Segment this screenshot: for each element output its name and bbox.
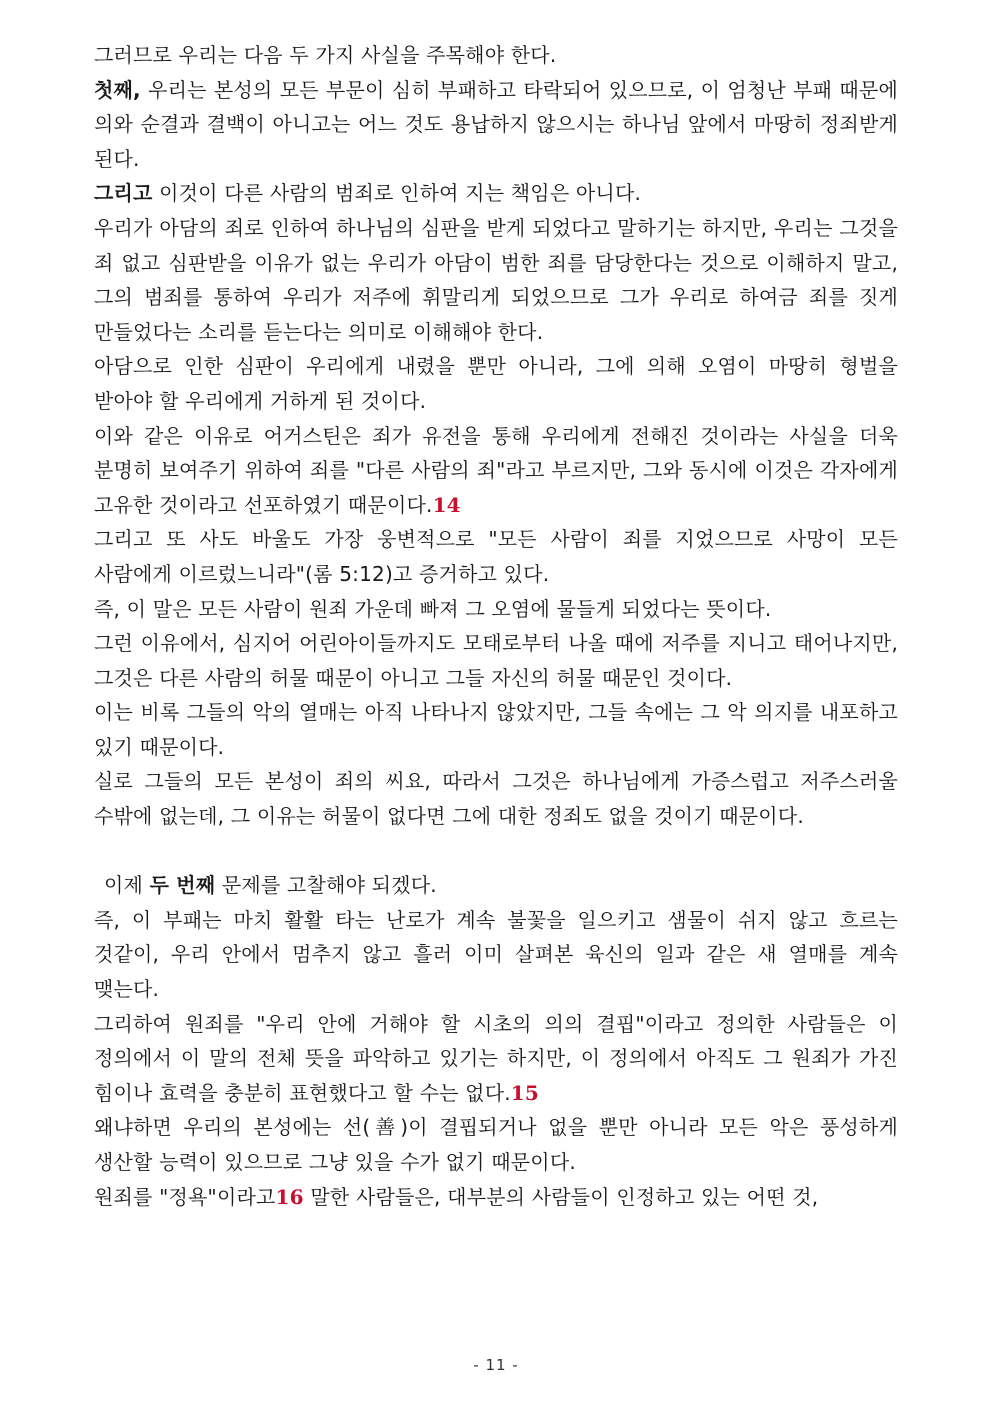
bold-lead: 두 번째 xyxy=(149,873,216,898)
paragraph-11 xyxy=(94,764,898,833)
paragraph-text: 즉, 이 말은 모든 사람이 원죄 가운데 빠져 그 오염에 물들게 되었다는 뜻이다. xyxy=(94,596,772,621)
paragraph-6 xyxy=(94,419,898,523)
paragraph-3 xyxy=(94,176,898,211)
paragraph-14 xyxy=(94,1007,898,1111)
paragraph-text: 이제 xyxy=(104,873,150,898)
footnote-marker[interactable]: 15 xyxy=(510,1080,540,1105)
paragraph-2 xyxy=(94,73,898,177)
bold-lead: 그리고 xyxy=(94,181,153,206)
paragraph-text: 말한 사람들은, 대부분의 사람들이 인정하고 있는 어떤 것, xyxy=(303,1184,819,1209)
paragraph-text: 그러므로 우리는 다음 두 가지 사실을 주목해야 한다. xyxy=(94,43,557,67)
paragraph-text: 이는 비록 그들의 악의 열매는 아직 나타나지 않았지만, 그들 속에는 그 악 의지를 내포하고 있기 때문이다. xyxy=(94,700,898,759)
paragraph-13 xyxy=(94,903,898,1007)
paragraph-text: 실로 그들의 모든 본성이 죄의 씨요, 따라서 그것은 하나님에게 가증스럽고 저주스러울 수밖에 없는데, 그 이유는 허물이 없다면 그에 대한 정죄도 없을 것이기 때문이다. xyxy=(94,769,898,829)
paragraph-12 xyxy=(94,868,898,903)
paragraph-15 xyxy=(94,1110,898,1179)
paragraph-text: 즉, 이 부패는 마치 활활 타는 난로가 계속 불꽃을 일으키고 샘물이 쉬지 않고 흐르는 것같이, 우리 안에서 멈추지 않고 흘러 이미 살펴본 육신의 일과 같은 새 열매를 계속 맺는다. xyxy=(94,907,898,1002)
paragraph-text: 문제를 고찰해야 되겠다. xyxy=(215,873,437,898)
paragraph-text: 원죄를 "정욕"이라고 xyxy=(94,1184,276,1209)
paragraph-text: 우리는 본성의 모든 부문이 심히 부패하고 타락되어 있으므로, 이 엄청난 부패 때문에 의와 순결과 결백이 아니고는 어느 것도 용납하지 않으시는 하나님 앞에서 마땅히 정죄받게 된다. xyxy=(94,77,898,171)
paragraph-9 xyxy=(94,626,898,695)
document-page xyxy=(94,38,898,1214)
paragraph-5 xyxy=(94,349,898,418)
footnote-marker[interactable]: 14 xyxy=(432,492,461,517)
paragraph-text: 우리가 아담의 죄로 인하여 하나님의 심판을 받게 되었다고 말하기는 하지만, 우리는 그것을 죄 없고 심판받을 이유가 없는 우리가 아담이 범한 죄를 담당한다는 것으로 이해하지 말고, 그의 범죄를 통하여 우리가 저주에 휘말리게 되었으므로 그가 우리로 하여금 죄를 짓게 만들었다는 소리를 듣는다는 의미로 이해해야 한다. xyxy=(94,215,898,344)
paragraph-text: 아담으로 인한 심판이 우리에게 내렸을 뿐만 아니라, 그에 의해 오염이 마땅히 형벌을 받아야 할 우리에게 거하게 된 것이다. xyxy=(94,354,898,413)
paragraph-10 xyxy=(94,695,898,764)
paragraph-text: 왜냐하면 우리의 본성에는 선(善)이 결핍되거나 없을 뿐만 아니라 모든 악은 풍성하게 생산할 능력이 있으므로 그냥 있을 수가 없기 때문이다. xyxy=(94,1115,898,1174)
bold-lead: 첫째, xyxy=(94,77,141,102)
paragraph-8 xyxy=(94,592,898,627)
page-number: - 11 - xyxy=(473,1356,519,1374)
paragraph-7 xyxy=(94,522,898,591)
footnote-marker[interactable]: 16 xyxy=(275,1184,304,1209)
paragraph-text: 이것이 다른 사람의 범죄로 인하여 지는 책임은 아니다. xyxy=(152,181,642,206)
blank-line xyxy=(94,834,898,869)
paragraph-text: 그런 이유에서, 심지어 어린아이들까지도 모태로부터 나올 때에 저주를 지니고 태어나지만, 그것은 다른 사람의 허물 때문이 아니고 그들 자신의 허물 때문인 것이다. xyxy=(94,631,898,690)
paragraph-1 xyxy=(94,38,898,73)
paragraph-text: 이와 같은 이유로 어거스틴은 죄가 유전을 통해 우리에게 전해진 것이라는 사실을 더욱 분명히 보여주기 위하여 죄를 "다른 사람의 죄"라고 부르지만, 그와 동시에 이것은 각자에게 고유한 것이라고 선포하였기 때문이다. xyxy=(94,423,898,517)
paragraph-16 xyxy=(94,1180,898,1215)
paragraph-text: 그리고 또 사도 바울도 가장 웅변적으로 "모든 사람이 죄를 지었으므로 사망이 모든 사람에게 이르렀느니라"(롬 5:12)고 증거하고 있다. xyxy=(94,527,898,586)
paragraph-4 xyxy=(94,211,898,349)
paragraph-text: 그리하여 원죄를 "우리 안에 거해야 할 시초의 의의 결핍"이라고 정의한 사람들은 이 정의에서 이 말의 전체 뜻을 파악하고 있기는 하지만, 이 정의에서 아직도 그 원죄가 가진 힘이나 효력을 충분히 표현했다고 할 수는 없다. xyxy=(94,1011,898,1105)
